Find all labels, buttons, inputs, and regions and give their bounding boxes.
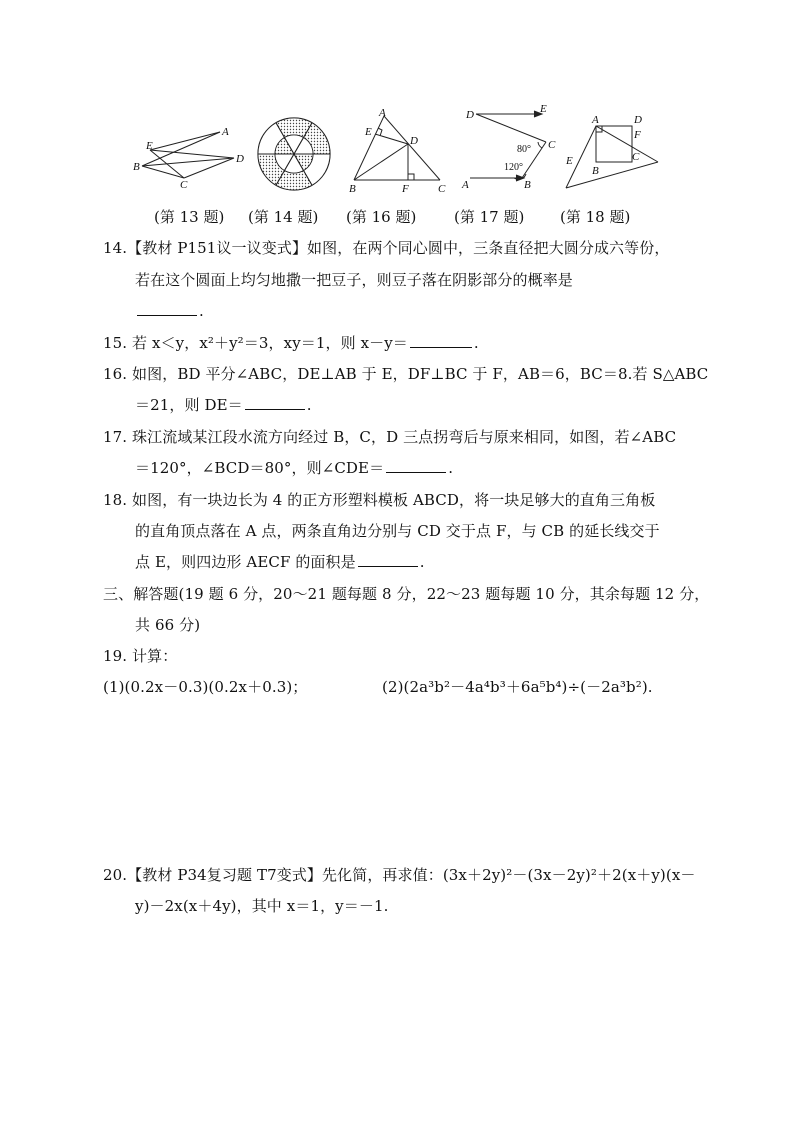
q18-label-a: A [592,114,599,126]
figure-q13-svg [132,122,250,192]
q18-line3-text: 点 E，则四边形 AECF 的面积是 [135,553,356,571]
q18-answer-blank[interactable] [358,552,418,567]
q14-answer-blank[interactable] [137,301,197,316]
q16-line2 [135,394,312,416]
caption-q18: (第 18 题) [560,208,631,226]
q17-line2-end: . [448,459,454,477]
caption-q14: (第 14 题) [248,208,319,226]
q16-label-e: E [365,126,372,138]
figure-q14-svg [256,116,332,192]
q15-end: . [473,334,479,352]
q13-label-c: C [180,179,188,191]
q17-line2-text: ＝120°，∠BCD＝80°，则∠CDE＝ [135,459,385,477]
q17-answer-blank[interactable] [386,458,446,473]
q17-angle-120: 120° [504,162,523,173]
q14-line1: 14.【教材 P151议一议变式】如图，在两个同心圆中，三条直径把大圆分成六等份， [103,239,670,257]
q20-line2: y)－2x(x＋4y)，其中 x＝1，y＝－1. [135,897,389,915]
figure-q17-svg [460,104,560,194]
q18-line3-end: . [419,553,425,571]
q18-line2: 的直角顶点落在 A 点，两条直角边分别与 CD 交于点 F，与 CB 的延长线交于 [135,522,660,540]
q13-label-e: E [146,140,153,152]
caption-q16: (第 16 题) [346,208,417,226]
caption-q13: (第 13 题) [154,208,225,226]
q16-answer-blank[interactable] [245,395,305,410]
caption-q17: (第 17 题) [454,208,525,226]
q17-label-c: C [548,139,556,151]
q14-line3-end: . [199,302,204,320]
q17-line2 [135,457,453,479]
q18-label-b: B [592,165,599,177]
q16-label-d: D [410,135,418,147]
q13-label-d: D [236,153,244,165]
q17-angle-80: 80° [517,144,531,155]
q15-text: 15. 若 x＜y，x²＋y²＝3，xy＝1，则 x－y＝ [103,334,408,352]
q19-part2: (2)(2a³b²－4a⁴b³＋6a⁵b⁴)÷(－2a³b²). [382,678,653,696]
q15-answer-blank[interactable] [410,333,472,348]
q13-label-b: B [133,161,140,173]
figure-q17 [460,104,560,194]
q16-label-a: A [379,107,386,119]
q17-label-b: B [524,179,531,191]
q17-label-d: D [466,109,474,121]
q18-line1: 18. 如图，有一块边长为 4 的正方形塑料模板 ABCD，将一块足够大的直角三角板 [103,491,656,509]
q18-label-d: D [634,114,642,126]
figure-q18-svg [562,112,666,196]
q16-label-c: C [438,183,446,195]
q16-label-b: B [349,183,356,195]
q17-label-e: E [540,103,547,115]
figure-q16-svg [344,106,454,195]
q16-line2-end: . [306,396,312,414]
q20-line1: 20.【教材 P34复习题 T7变式】先化简，再求值：(3x＋2y)²－(3x－2y)²＋2(x＋y)(x－ [103,866,696,884]
q16-line1: 16. 如图，BD 平分∠ABC，DE⊥AB 于 E，DF⊥BC 于 F，AB＝6，BC＝8.若 S△ABC [103,365,709,383]
q17-label-a: A [462,179,469,191]
figure-q18 [562,112,666,196]
q17-line1: 17. 珠江流域某江段水流方向经过 B，C，D 三点拐弯后与原来相同，如图，若∠ABC [103,428,677,446]
q19-title: 19. 计算： [103,647,178,665]
figure-q16 [344,106,454,195]
q15-line [103,332,479,354]
q18-label-e: E [566,155,573,167]
q18-line3 [135,551,425,573]
section3-line1: 三、解答题(19 题 6 分，20～21 题每题 8 分，22～23 题每题 10 分，其余每题 12 分， [103,585,710,603]
figure-q14 [256,116,332,192]
q16-line2-text: ＝21，则 DE＝ [135,396,243,414]
q16-label-f: F [402,183,409,195]
q13-label-a: A [222,126,229,138]
q18-label-c: C [632,151,640,163]
q18-label-f: F [634,129,641,141]
q14-line2: 若在这个圆面上均匀地撒一把豆子，则豆子落在阴影部分的概率是 [135,271,573,289]
section3-line2: 共 66 分) [135,616,201,634]
q14-line3 [135,300,204,322]
figure-q13 [132,122,250,192]
q19-part1: (1)(0.2x－0.3)(0.2x＋0.3)； [103,678,308,696]
